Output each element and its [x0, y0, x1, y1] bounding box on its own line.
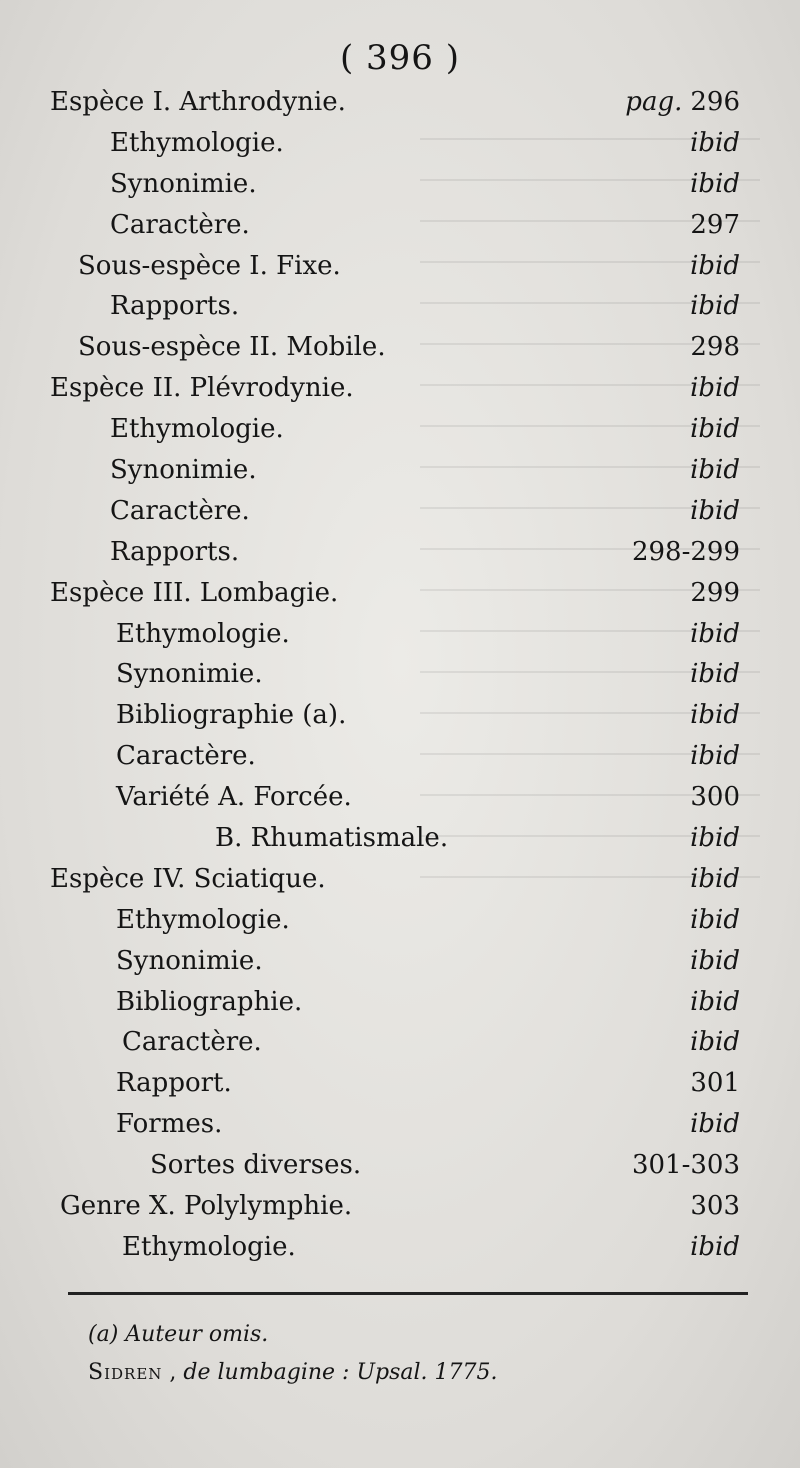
toc-entry-page: [690, 1227, 740, 1268]
page-reference: ibid: [690, 127, 740, 158]
toc-entry-page: [690, 1186, 740, 1227]
toc-entry-label: Rapport.: [116, 1068, 232, 1099]
toc-entry: [0, 654, 800, 695]
toc-entry: [0, 532, 800, 573]
toc-entry-label: Formes.: [116, 1109, 223, 1140]
page-reference: ibid: [690, 1231, 740, 1262]
page-prefix: pag.: [625, 87, 683, 117]
toc-entry-page: [690, 859, 740, 900]
page-reference: ibid: [690, 1027, 740, 1058]
toc-entry: [0, 164, 800, 205]
toc-entry-label: Rapports.: [110, 536, 240, 567]
toc-entry-page: [690, 123, 740, 164]
toc-entry-label: Synonimie.: [116, 659, 263, 690]
page-reference: ibid: [690, 250, 740, 281]
toc-entry-page: [625, 82, 740, 123]
page-reference: 298: [690, 332, 740, 363]
toc-entry: [0, 1022, 800, 1063]
toc-entry-page: [690, 246, 740, 287]
toc-entry-page: [690, 491, 740, 532]
toc-entry: [0, 859, 800, 900]
toc-entry-label: Synonimie.: [110, 455, 257, 486]
toc-entry-label: Espèce IV. Sciatique.: [50, 863, 326, 894]
toc-entry: [0, 777, 800, 818]
toc-entry: [0, 491, 800, 532]
toc-entry: [0, 1063, 800, 1104]
citation: [88, 1360, 498, 1385]
page-reference: 300: [690, 782, 740, 813]
toc-entry: [0, 327, 800, 368]
page-reference: 296: [690, 87, 740, 117]
toc-entry-label: Ethymologie.: [110, 127, 284, 158]
toc-entry: [0, 246, 800, 287]
toc-entry-label: Genre X. Polylymphie.: [60, 1191, 353, 1222]
toc-entry: [0, 82, 800, 123]
toc-entry-label: Caractère.: [110, 209, 250, 240]
page-reference: ibid: [690, 904, 740, 935]
toc-entry: [0, 368, 800, 409]
page-reference: ibid: [690, 414, 740, 445]
toc-entry-label: Caractère.: [122, 1027, 262, 1058]
toc-entry: [0, 286, 800, 327]
page-reference: 303: [690, 1191, 740, 1222]
toc-entry-label: Rapports.: [110, 291, 240, 322]
toc-entry-label: Variété A. Forcée.: [116, 782, 352, 813]
toc-entry-page: [690, 1063, 740, 1104]
toc-entry: [0, 409, 800, 450]
page-reference: ibid: [690, 291, 740, 322]
toc-entry: [0, 1145, 800, 1186]
toc-entry-page: [690, 900, 740, 941]
page-reference: 301-303: [631, 1150, 740, 1181]
toc-entry-page: [690, 205, 740, 246]
page-reference: 299: [690, 577, 740, 608]
page-reference: ibid: [690, 986, 740, 1017]
toc-entry: [0, 982, 800, 1023]
page-reference: ibid: [690, 495, 740, 526]
page-reference: ibid: [690, 373, 740, 404]
toc-entry-label: Sortes diverses.: [150, 1150, 362, 1181]
page-reference: ibid: [690, 945, 740, 976]
page-reference: ibid: [690, 455, 740, 486]
toc-entry-page: [690, 450, 740, 491]
toc-entry-label: Ethymologie.: [116, 618, 290, 649]
toc-entry-page: [690, 409, 740, 450]
toc-entry-label: Espèce III. Lombagie.: [50, 577, 339, 608]
toc-entry-label: B. Rhumatismale.: [215, 823, 449, 854]
toc-entry-page: [690, 695, 740, 736]
toc-entry: [0, 573, 800, 614]
toc-entry-label: Sous-espèce II. Mobile.: [78, 332, 386, 363]
toc-entry-page: [690, 1104, 740, 1145]
toc-entry-label: Bibliographie.: [116, 986, 303, 1017]
toc-entry-page: [690, 736, 740, 777]
page-reference: ibid: [690, 168, 740, 199]
toc-entry-page: [690, 818, 740, 859]
toc-entry-page: [690, 614, 740, 655]
toc-entry-label: Synonimie.: [116, 945, 263, 976]
toc-entry-page: [690, 368, 740, 409]
toc-entry: [0, 900, 800, 941]
toc-entry-label: Ethymologie.: [110, 414, 284, 445]
toc-entry-label: Caractère.: [116, 741, 256, 772]
toc-entry-page: [690, 982, 740, 1023]
toc-entry: [0, 818, 800, 859]
toc-entry: [0, 450, 800, 491]
toc-entry: [0, 941, 800, 982]
toc-entry-page: [690, 286, 740, 327]
toc-entry-label: Espèce II. Plévrodynie.: [50, 373, 354, 404]
toc-entry-page: [690, 164, 740, 205]
page-reference: ibid: [690, 659, 740, 690]
toc-entry: [0, 1227, 800, 1268]
toc-entry-page: [690, 1022, 740, 1063]
page-reference: ibid: [690, 863, 740, 894]
toc-entry-label: Sous-espèce I. Fixe.: [78, 250, 341, 281]
page-reference: ibid: [690, 741, 740, 772]
page-reference: ibid: [690, 1109, 740, 1140]
toc-entry: [0, 123, 800, 164]
citation-year: 1775.: [427, 1360, 498, 1385]
toc-entry-label: Caractère.: [110, 495, 250, 526]
toc-entry-page: [632, 532, 740, 573]
toc-entry-page: [690, 573, 740, 614]
toc-entry-label: Bibliographie (a).: [116, 700, 347, 731]
toc-entry: [0, 205, 800, 246]
footnote: (a) Auteur omis.: [88, 1322, 269, 1347]
toc-entry-page: [690, 941, 740, 982]
toc-entry: [0, 614, 800, 655]
footnote-rule: [68, 1292, 748, 1295]
page-reference: 301: [690, 1068, 740, 1099]
toc-entry-page: [632, 1145, 740, 1186]
page-reference: 297: [690, 209, 740, 240]
toc-entry-page: [690, 777, 740, 818]
page-reference: ibid: [690, 823, 740, 854]
page-reference: ibid: [690, 618, 740, 649]
toc-entry: [0, 1104, 800, 1145]
toc-entry-page: [690, 327, 740, 368]
table-of-contents: [0, 82, 800, 1268]
toc-entry-label: Ethymologie.: [122, 1231, 296, 1262]
page-number: ( 396 ): [339, 38, 461, 78]
toc-entry: [0, 695, 800, 736]
toc-entry-label: Synonimie.: [110, 168, 257, 199]
toc-entry: [0, 736, 800, 777]
citation-author: Sidren: [88, 1360, 163, 1385]
citation-title: de lumbagine : Upsal.: [183, 1360, 428, 1385]
toc-entry-page: [690, 654, 740, 695]
citation-separator: ,: [162, 1360, 184, 1385]
page-reference: 298-299: [631, 536, 740, 567]
toc-entry-label: Espèce I. Arthrodynie.: [50, 87, 346, 117]
page-reference: ibid: [690, 700, 740, 731]
toc-entry: [0, 1186, 800, 1227]
toc-entry-label: Ethymologie.: [116, 904, 290, 935]
